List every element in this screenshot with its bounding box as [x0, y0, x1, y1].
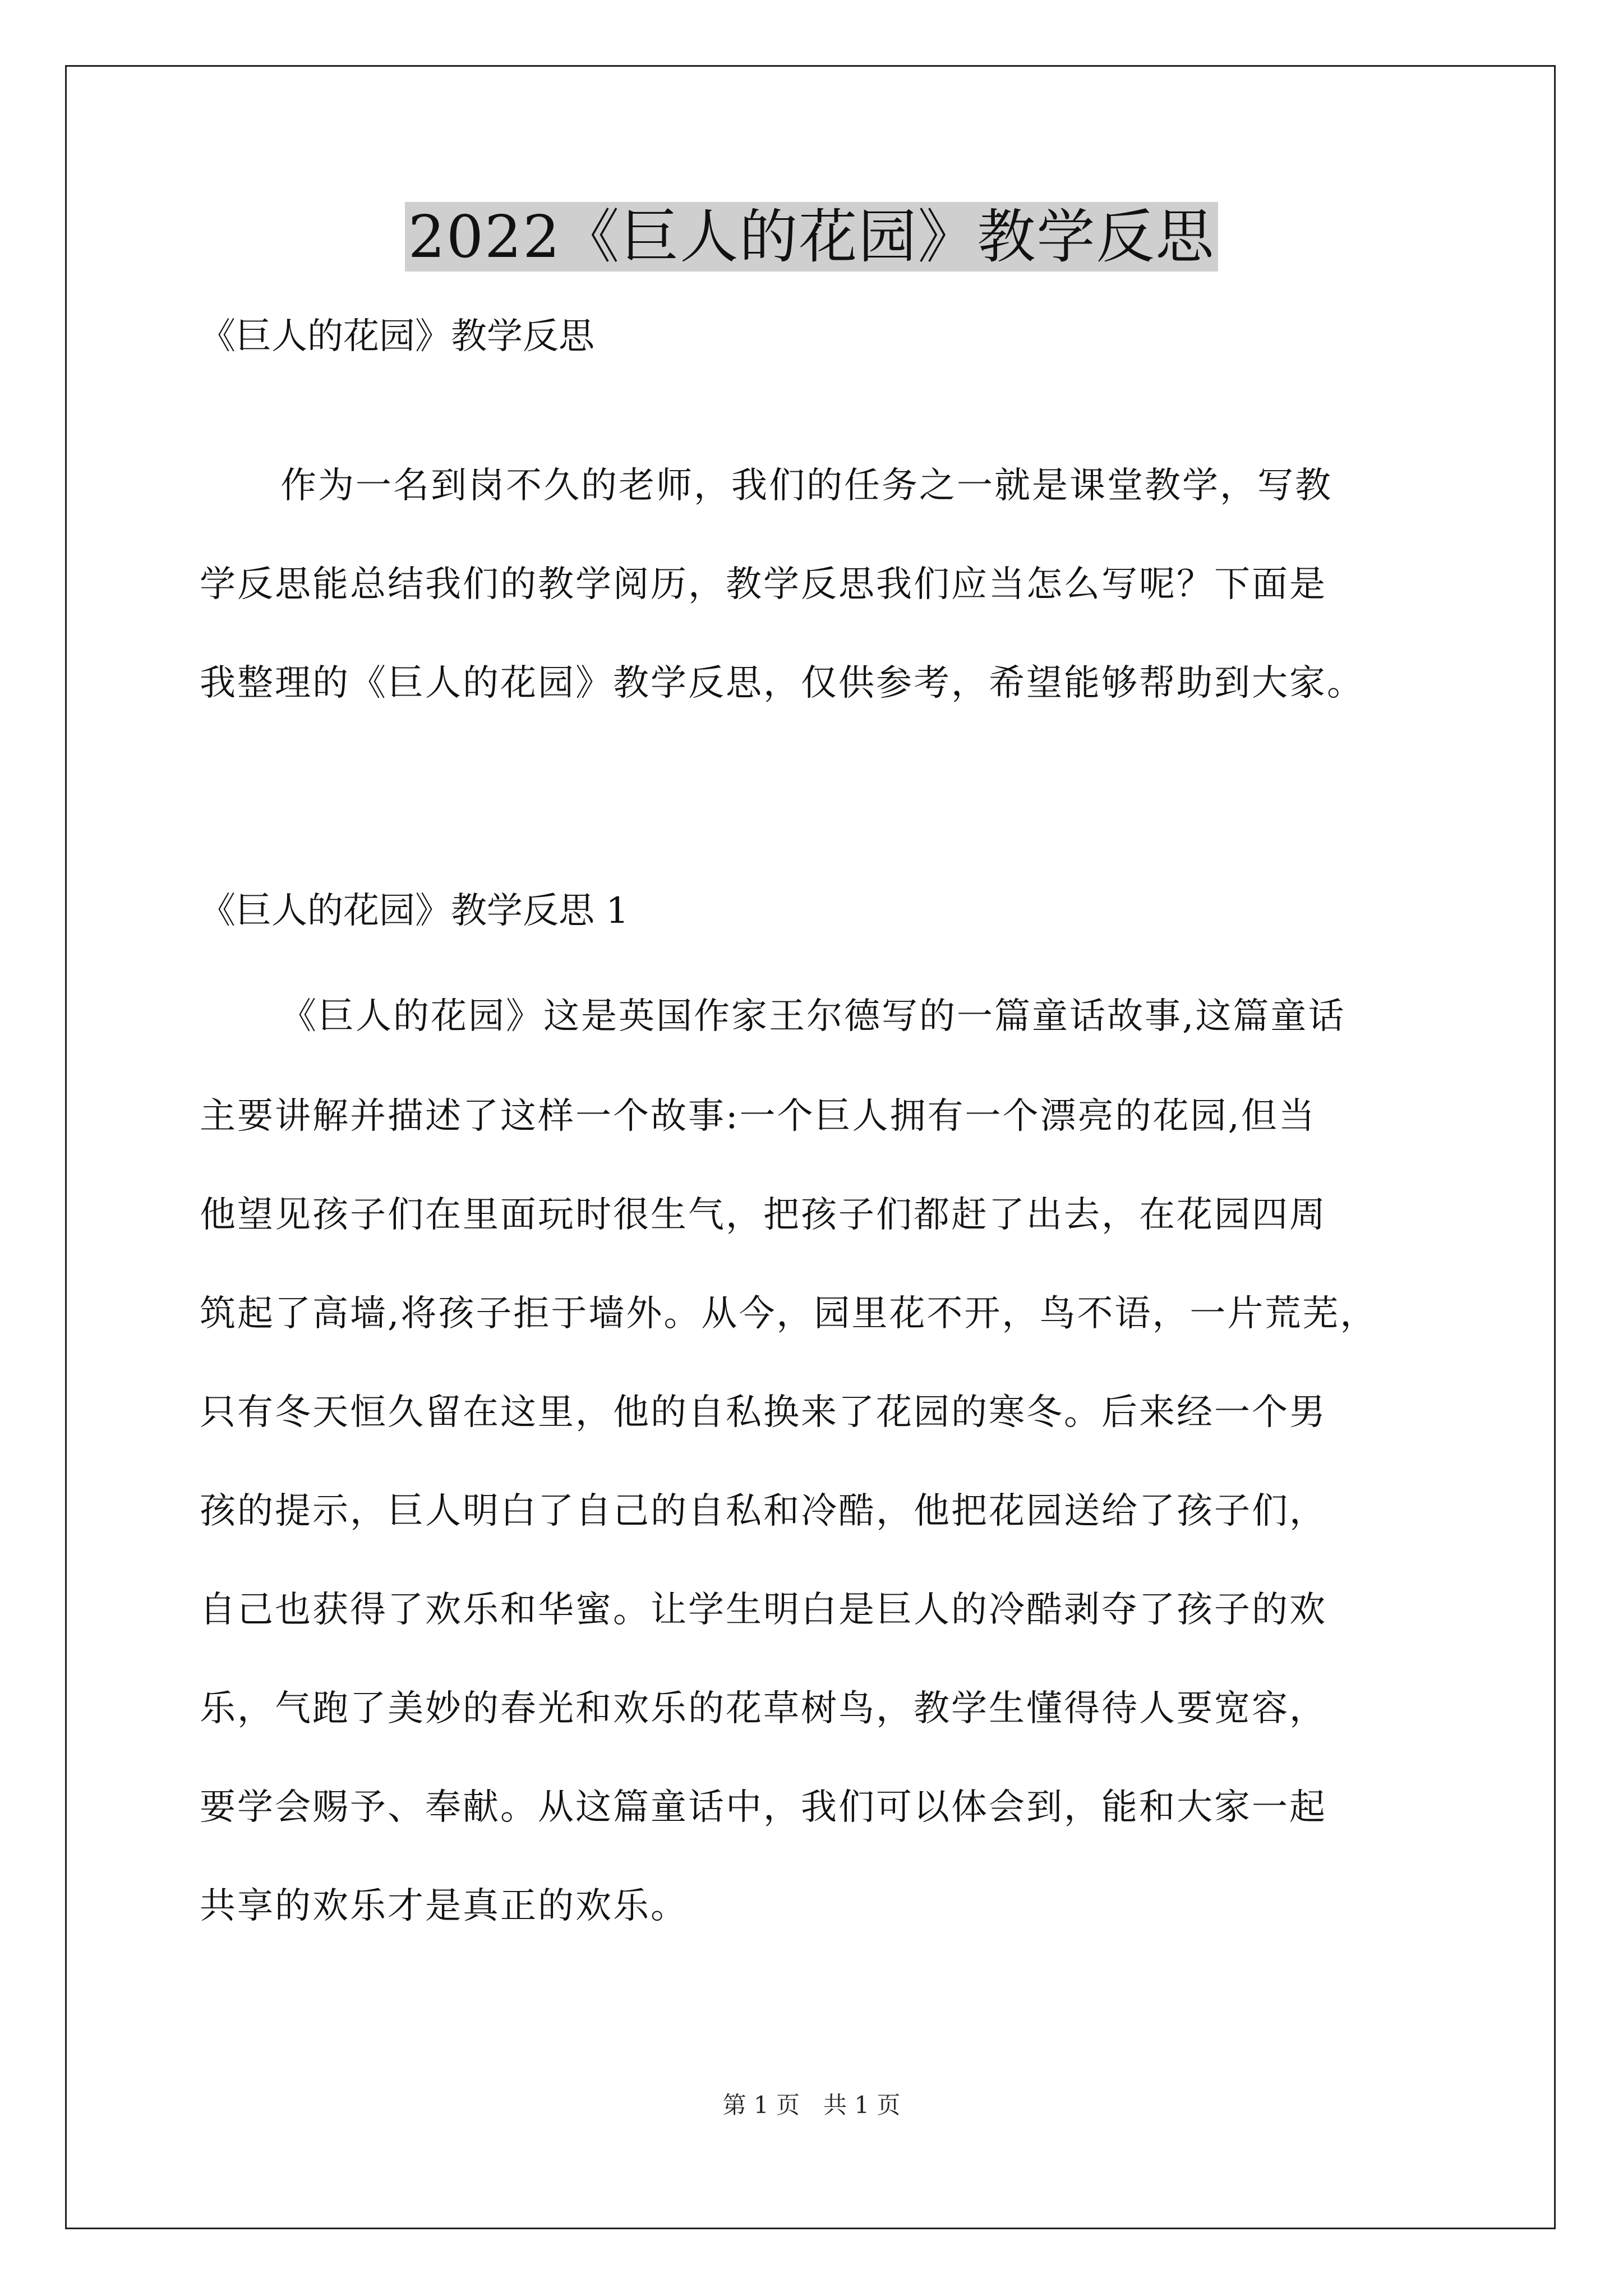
section1-line-5: 只有冬天恒久留在这里，他的自私换来了花园的寒冬。后来经一个男 — [200, 1392, 1327, 1433]
section1-line-6: 孩的提示，巨人明白了自己的自私和冷酷，他把花园送给了孩子们， — [200, 1490, 1327, 1532]
intro-line-3: 我整理的《巨人的花园》教学反思，仅供参考，希望能够帮助到大家。 — [200, 662, 1364, 704]
section1-line-8: 乐，气跑了美妙的春光和欢乐的花草树鸟，教学生懂得待人要宽容， — [200, 1688, 1327, 1729]
document-subtitle: 《巨人的花园》教学反思 — [200, 316, 594, 357]
section1-line-4: 筑起了高墙,将孩子拒于墙外。从今，园里花不开，鸟不语，一片荒芜， — [200, 1293, 1378, 1335]
section1-line-1: 《巨人的花园》这是英国作家王尔德写的一篇童话故事,这篇童话 — [280, 996, 1346, 1037]
document-title: 2022《巨人的花园》教学反思 — [405, 202, 1219, 272]
intro-line-2: 学反思能总结我们的教学阅历，教学反思我们应当怎么写呢？下面是 — [200, 564, 1327, 605]
page-footer: 第 1 页 共 1 页 — [722, 2091, 901, 2119]
section1-line-7: 自己也获得了欢乐和华蜜。让学生明白是巨人的冷酷剥夺了孩子的欢 — [200, 1589, 1327, 1631]
section1-line-10: 共享的欢乐才是真正的欢乐。 — [200, 1885, 688, 1927]
section1-line-3: 他望见孩子们在里面玩时很生气，把孩子们都赶了出去，在花园四周 — [200, 1194, 1327, 1236]
section1-heading: 《巨人的花园》教学反思 1 — [200, 890, 629, 932]
section1-line-2: 主要讲解并描述了这样一个故事:一个巨人拥有一个漂亮的花园,但当 — [200, 1096, 1316, 1137]
intro-line-1: 作为一名到岗不久的老师，我们的任务之一就是课堂教学，写教 — [280, 465, 1332, 507]
document-title-wrap — [0, 202, 1623, 272]
section1-line-9: 要学会赐予、奉献。从这篇童话中，我们可以体会到，能和大家一起 — [200, 1787, 1327, 1828]
